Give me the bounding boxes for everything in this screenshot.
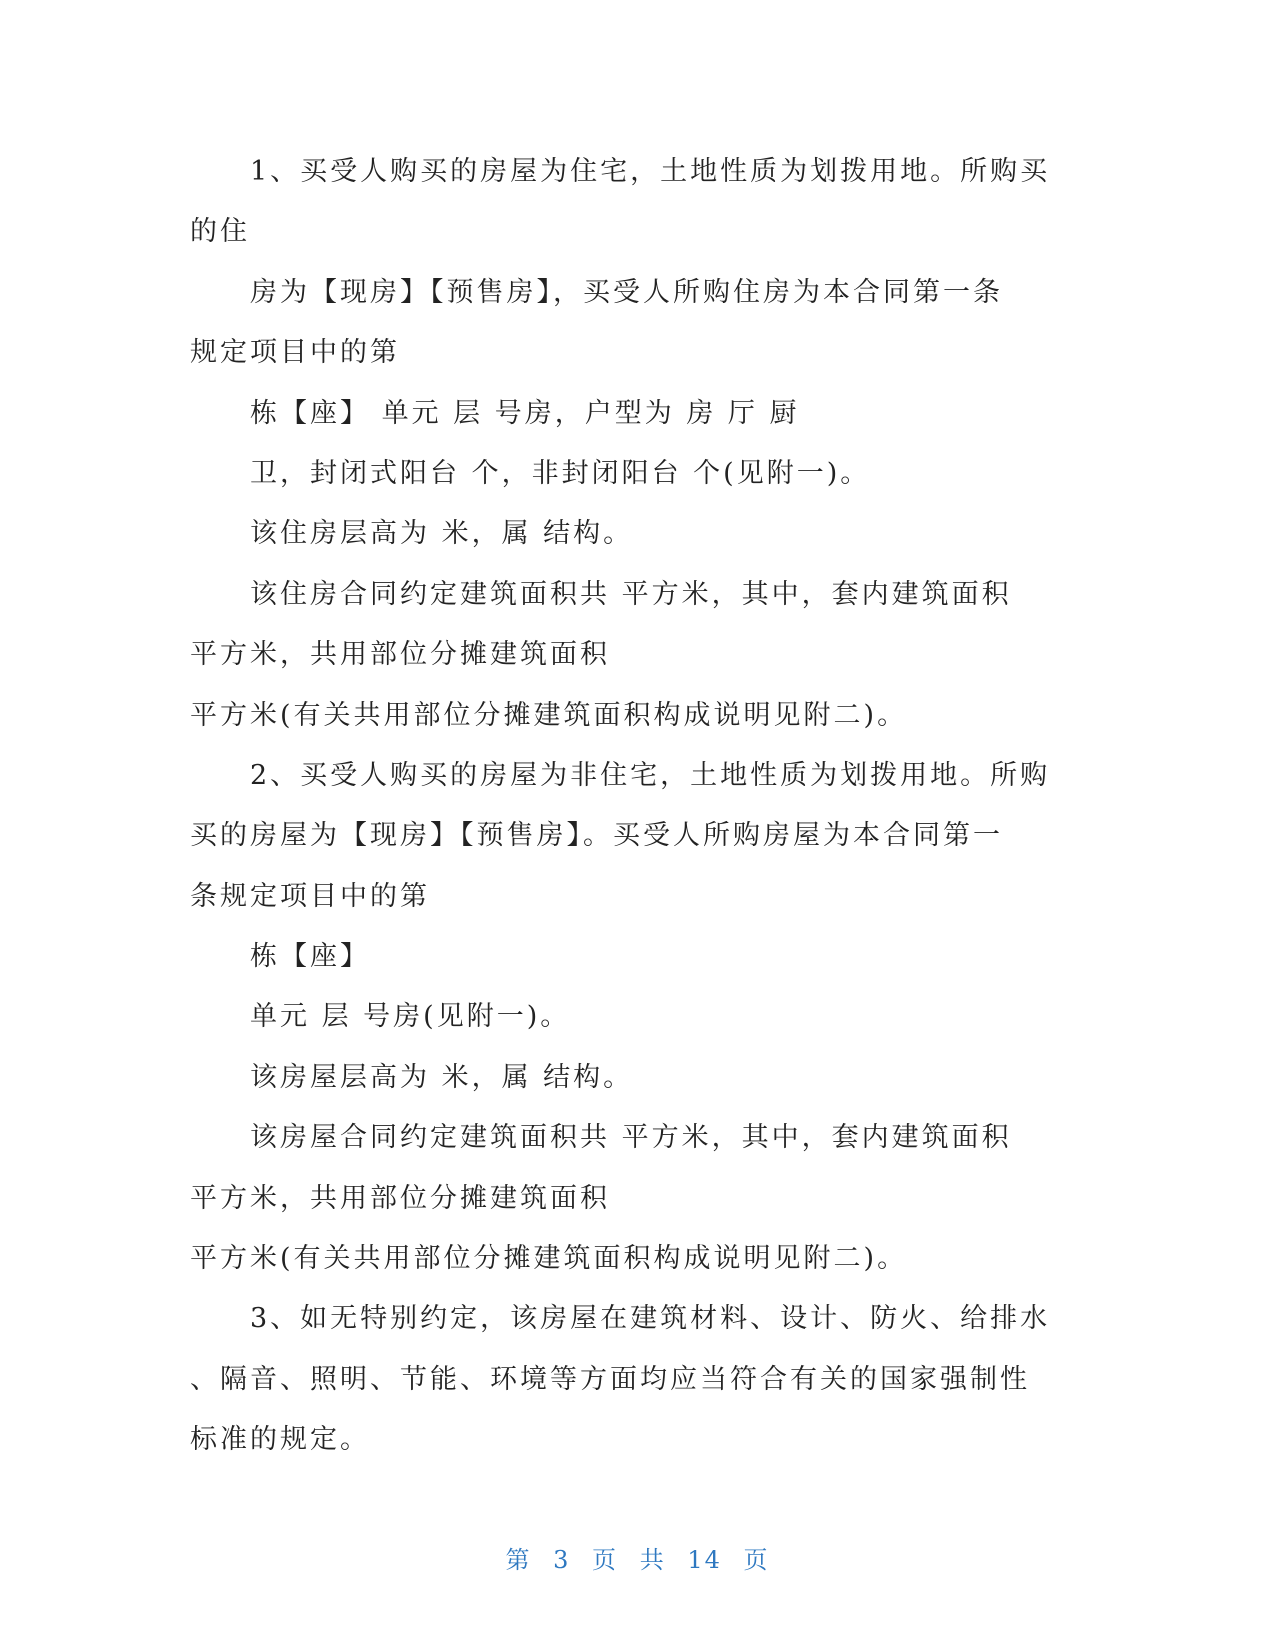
text-line: 平方米(有关共用部位分摊建筑面积构成说明见附二)。 <box>190 1243 908 1275</box>
text-line: 平方米，共用部位分摊建筑面积 <box>190 1182 610 1214</box>
text-line: 、隔音、照明、节能、环境等方面均应当符合有关的国家强制性 <box>190 1363 1030 1395</box>
text-line: 栋【座】 单元 层 号房，户型为 房 厅 厨 <box>250 397 800 429</box>
text-line: 2、买受人购买的房屋为非住宅，土地性质为划拨用地。所购 <box>250 759 1051 791</box>
text-line: 卫，封闭式阳台 个，非封闭阳台 个(见附一)。 <box>250 457 871 489</box>
text-line: 该房屋层高为 米，属 结构。 <box>250 1061 634 1093</box>
text-line: 平方米(有关共用部位分摊建筑面积构成说明见附二)。 <box>190 699 908 731</box>
text-line: 该住房合同约定建筑面积共 平方米，其中，套内建筑面积 <box>250 578 1012 610</box>
footer-ye-end: 页 <box>743 1546 770 1574</box>
text-line: 规定项目中的第 <box>190 337 400 369</box>
text-line: 单元 层 号房(见附一)。 <box>250 1001 571 1033</box>
text-line: 标准的规定。 <box>190 1424 370 1456</box>
text-line: 栋【座】 <box>250 941 370 973</box>
text-line: 的住 <box>190 216 250 248</box>
page-footer <box>0 1540 1275 1575</box>
footer-current-page: 3 <box>553 1546 571 1574</box>
document-body <box>190 142 1090 1471</box>
text-line: 条规定项目中的第 <box>190 880 430 912</box>
text-line: 买的房屋为【现房】【预售房】。买受人所购房屋为本合同第一 <box>190 820 1003 852</box>
footer-di: 第 <box>505 1546 532 1574</box>
text-line: 房为【现房】【预售房】，买受人所购住房为本合同第一条 <box>250 276 1003 308</box>
text-line: 该房屋合同约定建筑面积共 平方米，其中，套内建筑面积 <box>250 1122 1012 1154</box>
text-line: 3、如无特别约定，该房屋在建筑材料、设计、防火、给排水 <box>250 1303 1051 1335</box>
footer-gong: 共 <box>639 1546 666 1574</box>
text-line: 该住房层高为 米，属 结构。 <box>250 518 634 550</box>
text-line: 平方米，共用部位分摊建筑面积 <box>190 639 610 671</box>
text-line: 1、买受人购买的房屋为住宅，土地性质为划拨用地。所购买 <box>250 156 1051 187</box>
footer-ye: 页 <box>592 1546 619 1574</box>
footer-total-pages: 14 <box>687 1546 722 1574</box>
